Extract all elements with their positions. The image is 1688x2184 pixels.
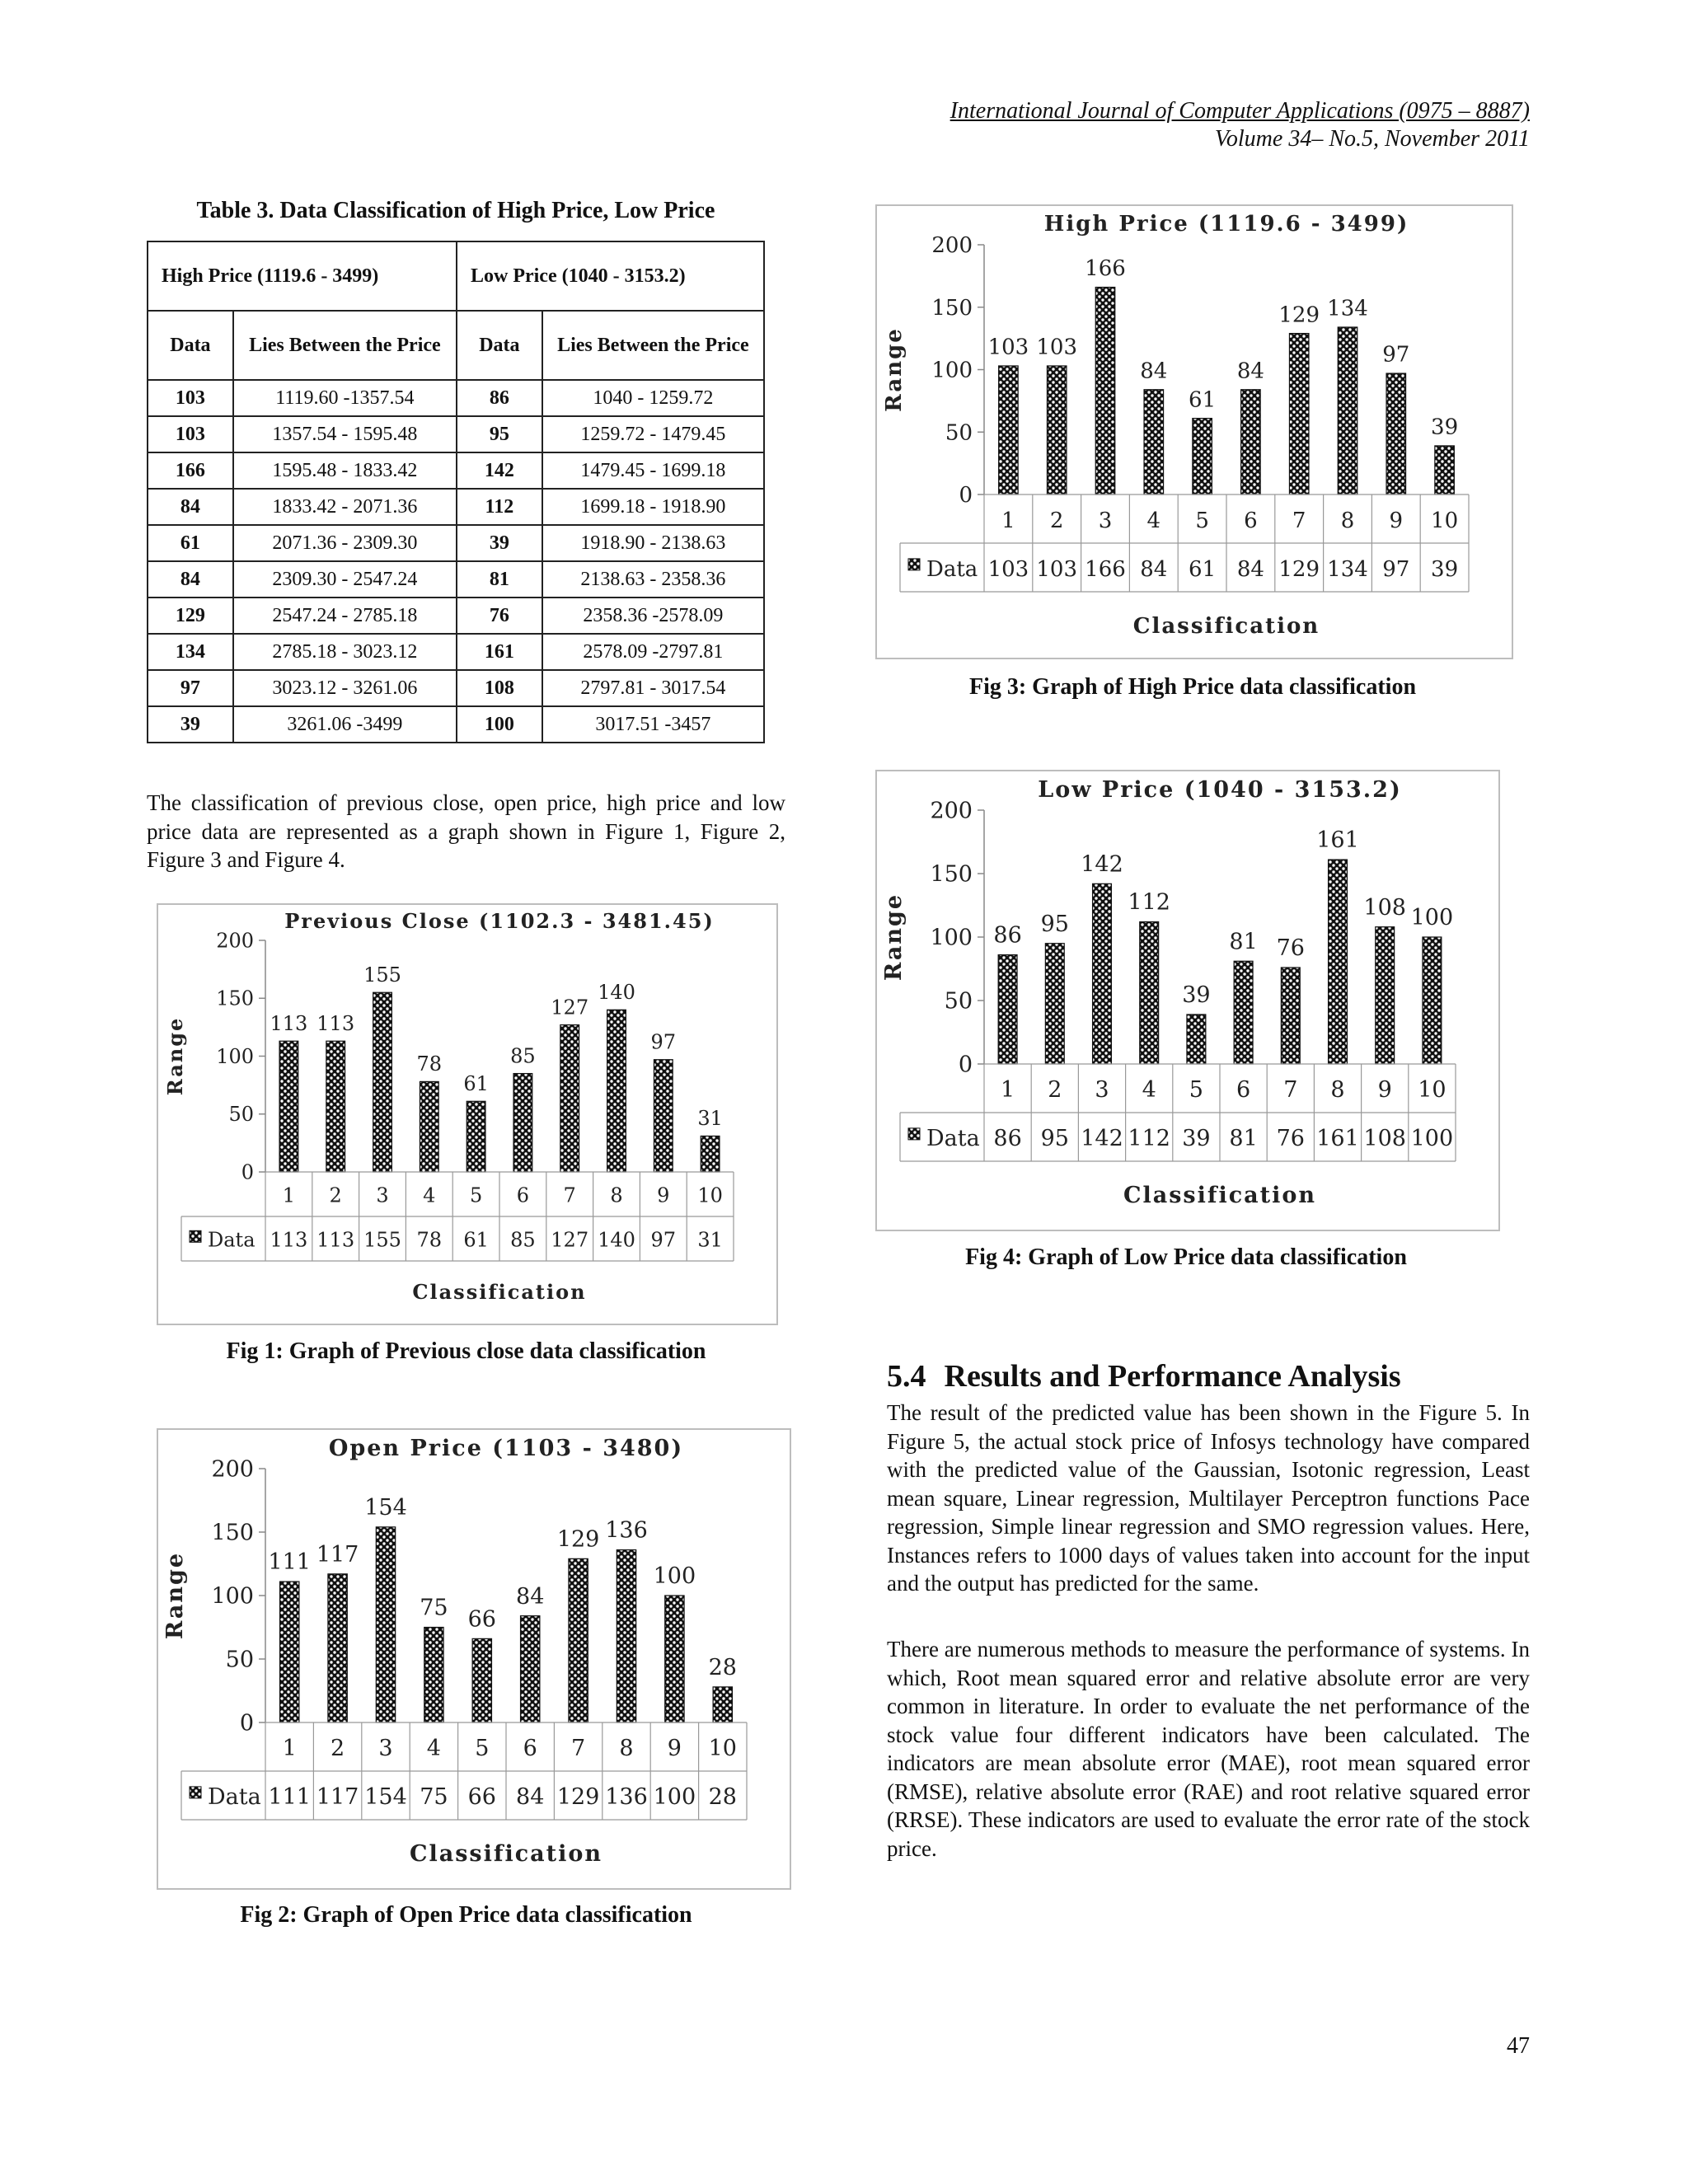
cell-high-range: 1833.42 - 2071.36 (233, 489, 457, 525)
data-label: 103 (987, 335, 1029, 360)
table-column-header (148, 311, 764, 380)
legend-key (908, 1128, 920, 1140)
col-high-range: Lies Between the Price (233, 311, 457, 380)
bar (1338, 327, 1357, 494)
table-row (148, 416, 764, 452)
table-value: 127 (551, 1228, 589, 1252)
cell-high-range: 1357.54 - 1595.48 (233, 416, 457, 452)
table-value: 61 (463, 1228, 489, 1252)
category-label: 1 (282, 1183, 296, 1207)
cell-low-range: 1918.90 - 2138.63 (542, 525, 764, 561)
category-label: 3 (378, 1736, 393, 1762)
cell-low-range: 2797.81 - 3017.54 (542, 670, 764, 706)
table-value: 103 (1036, 557, 1078, 583)
cell-low-data: 161 (457, 634, 542, 670)
cell-low-data: 39 (457, 525, 542, 561)
data-label: 86 (993, 922, 1022, 949)
section-number: 5.4 (887, 1359, 926, 1394)
table-value: 117 (316, 1784, 359, 1811)
x-axis-label: Classification (1132, 614, 1320, 640)
y-tick-label: 50 (944, 988, 973, 1015)
cell-low-data: 95 (457, 416, 542, 452)
cell-low-data: 142 (457, 452, 542, 489)
category-label: 4 (1146, 509, 1161, 534)
bar (521, 1616, 540, 1722)
table-value: 108 (1363, 1126, 1406, 1152)
data-label: 129 (556, 1526, 600, 1553)
table-row (148, 380, 764, 416)
bar (472, 1638, 491, 1722)
table-value: 84 (516, 1784, 545, 1811)
table-value: 39 (1431, 557, 1459, 583)
table-value: 161 (1316, 1126, 1359, 1152)
section-title: Results and Performance Analysis (944, 1359, 1401, 1394)
legend-key (190, 1230, 201, 1242)
journal-header (950, 97, 1530, 153)
category-label: 8 (619, 1736, 634, 1762)
y-tick-label: 50 (228, 1103, 254, 1127)
legend-key (908, 559, 920, 570)
category-label: 7 (1292, 509, 1306, 534)
data-label: 103 (1036, 335, 1078, 360)
bar (569, 1558, 588, 1722)
data-label: 161 (1316, 827, 1359, 854)
results-paragraph-1: The result of the predicted value has been shown in the Figure 5. In Figure 5, the actual stock price of Infosys technology have compared with the predicted value of the Gaussian, Isotonic regression, Least mean square, Linear regression, Multilayer Perceptron functions Pace regression, Simple linear regression and SMO regression values. Here, Instances refers to 1000 days of values taken into account for the input and the output has predicted for the same. (887, 1400, 1530, 1596)
category-label: 5 (469, 1183, 483, 1207)
y-axis-label: Range (882, 327, 907, 412)
col-low-data: Data (457, 311, 542, 380)
category-label: 4 (426, 1736, 441, 1762)
table-value: 100 (653, 1784, 696, 1811)
data-label: 154 (364, 1494, 407, 1521)
table-value: 61 (1189, 557, 1217, 583)
y-tick-label: 0 (959, 483, 973, 509)
data-label: 76 (1276, 935, 1305, 962)
category-label: 9 (667, 1736, 682, 1762)
data-label: 95 (1040, 911, 1069, 937)
data-label: 129 (1278, 302, 1320, 328)
chart-svg (877, 206, 1512, 658)
y-tick-label: 150 (211, 1520, 254, 1546)
bar (560, 1025, 579, 1172)
table-row (148, 706, 764, 743)
table-value: 113 (270, 1228, 308, 1252)
cell-low-data: 112 (457, 489, 542, 525)
chart-title: Open Price (1103 - 3480) (328, 1436, 684, 1461)
cell-low-range: 2578.09 -2797.81 (542, 634, 764, 670)
cell-high-range: 2309.30 - 2547.24 (233, 561, 457, 598)
category-label: 10 (708, 1736, 737, 1762)
chart-svg (158, 905, 776, 1324)
data-label: 140 (598, 981, 635, 1005)
col-low-range: Lies Between the Price (542, 311, 764, 380)
chart-title: High Price (1119.6 - 3499) (1043, 212, 1409, 237)
cell-high-data: 134 (148, 634, 233, 670)
category-label: 7 (563, 1183, 576, 1207)
cell-high-data: 97 (148, 670, 233, 706)
table-value: 129 (556, 1784, 600, 1811)
table-title: Table 3. Data Classification of High Price, Low Price (196, 198, 715, 223)
data-label: 28 (708, 1655, 737, 1681)
cell-high-range: 2785.18 - 3023.12 (233, 634, 457, 670)
data-label: 155 (363, 963, 401, 987)
category-label: 4 (423, 1183, 436, 1207)
y-tick-label: 200 (930, 798, 973, 824)
cell-high-range: 3023.12 - 3261.06 (233, 670, 457, 706)
table-value: 31 (697, 1228, 723, 1252)
cell-high-range: 2071.36 - 2309.30 (233, 525, 457, 561)
y-tick-label: 0 (239, 1710, 254, 1736)
bar (1095, 288, 1115, 494)
cell-high-range: 3261.06 -3499 (233, 706, 457, 743)
y-tick-label: 200 (216, 929, 254, 953)
category-label: 3 (1095, 1077, 1109, 1104)
y-tick-label: 150 (930, 861, 973, 888)
table-value: 97 (1382, 557, 1410, 583)
table-row (148, 634, 764, 670)
table-value: 28 (708, 1784, 737, 1811)
y-tick-label: 0 (241, 1160, 254, 1184)
table-value: 66 (467, 1784, 496, 1811)
category-label: 2 (331, 1736, 345, 1762)
y-tick-label: 100 (930, 925, 973, 951)
bar (326, 1041, 345, 1172)
cell-high-data: 166 (148, 452, 233, 489)
table-value: 81 (1229, 1126, 1258, 1152)
legend-label: Data (926, 1126, 980, 1152)
data-label: 113 (270, 1012, 308, 1036)
cell-low-data: 108 (457, 670, 542, 706)
data-label: 61 (463, 1072, 489, 1096)
bar (513, 1074, 532, 1172)
data-label: 117 (316, 1541, 359, 1568)
table-value: 78 (416, 1228, 443, 1252)
category-label: 1 (282, 1736, 297, 1762)
data-label: 84 (516, 1583, 545, 1610)
category-label: 2 (329, 1183, 342, 1207)
category-label: 6 (1236, 1077, 1251, 1104)
chart-svg (877, 771, 1498, 1230)
category-label: 3 (1098, 509, 1113, 534)
page-number: 47 (1507, 2033, 1530, 2059)
x-axis-label: Classification (1123, 1183, 1317, 1209)
legend-label: Data (208, 1228, 256, 1252)
category-label: 1 (1001, 509, 1015, 534)
y-tick-label: 150 (931, 295, 973, 321)
category-label: 8 (1330, 1077, 1345, 1104)
data-label: 142 (1081, 851, 1123, 878)
chart-low-price (875, 770, 1500, 1231)
data-label: 127 (551, 996, 589, 1019)
table-row (148, 598, 764, 634)
data-label: 39 (1182, 982, 1211, 1009)
bar (1193, 419, 1212, 494)
bar (1234, 961, 1253, 1064)
cell-high-range: 2547.24 - 2785.18 (233, 598, 457, 634)
bar (420, 1081, 438, 1172)
cell-high-data: 129 (148, 598, 233, 634)
category-label: 7 (1283, 1077, 1298, 1104)
y-tick-label: 100 (216, 1044, 254, 1068)
table-row (148, 525, 764, 561)
category-label: 8 (610, 1183, 623, 1207)
table-row (148, 489, 764, 525)
table-value: 136 (605, 1784, 648, 1811)
category-label: 9 (657, 1183, 670, 1207)
bar (1140, 922, 1159, 1064)
cell-high-data: 84 (148, 489, 233, 525)
category-label: 9 (1389, 509, 1404, 534)
cell-low-range: 3017.51 -3457 (542, 706, 764, 743)
bar (1423, 937, 1442, 1064)
data-label: 113 (316, 1012, 355, 1036)
bar (1289, 334, 1309, 494)
category-label: 3 (376, 1183, 389, 1207)
table-value: 142 (1081, 1126, 1123, 1152)
y-tick-label: 150 (216, 987, 254, 1010)
data-label: 61 (1189, 387, 1217, 413)
bar (998, 955, 1017, 1064)
bar (999, 366, 1019, 494)
category-label: 10 (1431, 509, 1459, 534)
data-label: 84 (1140, 359, 1168, 384)
journal-name: International Journal of Computer Applications (0975 – 8887) (950, 98, 1530, 124)
table-value: 95 (1040, 1126, 1069, 1152)
y-tick-label: 50 (945, 420, 973, 446)
chart-previous-close (157, 903, 778, 1325)
cell-low-range: 2138.63 - 2358.36 (542, 561, 764, 598)
group-low-price: Low Price (1040 - 3153.2) (457, 241, 764, 311)
bar (654, 1060, 673, 1172)
data-label: 81 (1229, 929, 1258, 955)
data-label: 111 (268, 1549, 311, 1576)
data-label: 84 (1236, 359, 1264, 384)
data-label: 78 (416, 1052, 443, 1076)
cell-low-range: 1040 - 1259.72 (542, 380, 764, 416)
cell-high-data: 103 (148, 416, 233, 452)
cell-low-data: 86 (457, 380, 542, 416)
table-value: 85 (510, 1228, 536, 1252)
group-high-price: High Price (1119.6 - 3499) (148, 241, 457, 311)
table-value: 103 (987, 557, 1029, 583)
table-value: 166 (1085, 557, 1126, 583)
cell-high-data: 39 (148, 706, 233, 743)
y-axis-label: Range (881, 893, 907, 982)
bar (1187, 1015, 1206, 1064)
data-label: 85 (510, 1044, 536, 1068)
bar (617, 1550, 635, 1722)
table-value: 112 (1128, 1126, 1170, 1152)
bar (1376, 927, 1395, 1064)
table-value: 84 (1236, 557, 1264, 583)
chart-svg (158, 1430, 790, 1888)
category-label: 6 (523, 1736, 537, 1762)
data-label: 31 (697, 1107, 723, 1131)
y-tick-label: 200 (211, 1456, 254, 1483)
category-label: 5 (475, 1736, 490, 1762)
legend-label: Data (926, 557, 978, 583)
x-axis-label: Classification (412, 1279, 587, 1304)
bar (607, 1010, 626, 1172)
data-label: 75 (420, 1595, 448, 1621)
category-label: 2 (1048, 1077, 1062, 1104)
category-label: 9 (1377, 1077, 1392, 1104)
table-body (148, 380, 764, 743)
table-value: 140 (598, 1228, 635, 1252)
caption-fig2: Fig 2: Graph of Open Price data classification (240, 1902, 692, 1928)
classification-table (147, 241, 765, 743)
cell-high-data: 84 (148, 561, 233, 598)
table-value: 154 (364, 1784, 407, 1811)
category-label: 2 (1049, 509, 1064, 534)
table-value: 100 (1410, 1126, 1454, 1152)
table-row (148, 452, 764, 489)
data-label: 136 (605, 1517, 648, 1544)
bar (713, 1687, 732, 1722)
bar (665, 1596, 684, 1722)
y-tick-label: 100 (211, 1583, 254, 1610)
data-label: 166 (1085, 256, 1126, 282)
bar (279, 1041, 298, 1172)
category-label: 5 (1189, 1077, 1203, 1104)
caption-fig1: Fig 1: Graph of Previous close data classification (226, 1338, 706, 1364)
chart-title: Low Price (1040 - 3153.2) (1038, 777, 1402, 803)
cell-high-range: 1119.60 -1357.54 (233, 380, 457, 416)
chart-high-price (875, 204, 1513, 659)
cell-low-range: 1699.18 - 1918.90 (542, 489, 764, 525)
journal-volume: Volume 34– No.5, November 2011 (1214, 126, 1530, 152)
bar (328, 1574, 347, 1722)
data-label: 100 (653, 1563, 696, 1590)
category-label: 7 (571, 1736, 586, 1762)
category-label: 6 (1244, 509, 1258, 534)
data-label: 134 (1327, 296, 1368, 321)
table-row (148, 561, 764, 598)
bar (424, 1628, 443, 1723)
table-value: 155 (363, 1228, 401, 1252)
legend-key (190, 1787, 201, 1798)
bar (467, 1101, 485, 1172)
cell-low-data: 81 (457, 561, 542, 598)
bar (1435, 446, 1455, 494)
bar (1281, 968, 1300, 1064)
table-value: 86 (993, 1126, 1022, 1152)
bar (280, 1582, 299, 1722)
cell-low-range: 2358.36 -2578.09 (542, 598, 764, 634)
table-value: 113 (316, 1228, 355, 1252)
intro-paragraph: The classification of previous close, open price, high price and low price data are represented as a graph shown in Figure 1, Figure 2, Figure 3 and Figure 4. (147, 790, 785, 872)
bar (1047, 366, 1067, 494)
category-label: 1 (1001, 1077, 1015, 1104)
table-value: 75 (420, 1784, 448, 1811)
table-value: 84 (1140, 557, 1168, 583)
caption-fig4: Fig 4: Graph of Low Price data classification (965, 1244, 1407, 1270)
cell-low-data: 76 (457, 598, 542, 634)
bar (376, 1527, 395, 1722)
table-value: 76 (1276, 1126, 1305, 1152)
table-row (148, 670, 764, 706)
chart-open-price (157, 1428, 791, 1890)
table-value: 111 (268, 1784, 311, 1811)
y-tick-label: 200 (931, 233, 973, 259)
col-high-data: Data (148, 311, 233, 380)
cell-high-data: 103 (148, 380, 233, 416)
table-value: 97 (650, 1228, 677, 1252)
bar (373, 992, 392, 1172)
bar (1045, 944, 1064, 1064)
table-group-header (148, 241, 764, 311)
category-label: 4 (1142, 1077, 1156, 1104)
data-label: 66 (467, 1606, 496, 1633)
bar (1093, 883, 1112, 1064)
y-tick-label: 0 (958, 1052, 973, 1078)
data-label: 100 (1410, 905, 1454, 931)
chart-title: Previous Close (1102.3 - 3481.45) (284, 909, 715, 933)
category-label: 10 (697, 1183, 723, 1207)
y-axis-label: Range (162, 1551, 188, 1640)
legend-label: Data (208, 1784, 261, 1811)
category-label: 5 (1195, 509, 1209, 534)
data-label: 39 (1431, 415, 1459, 440)
section-heading (887, 1358, 1530, 1394)
bar (1144, 390, 1164, 494)
category-label: 8 (1340, 509, 1355, 534)
cell-high-data: 61 (148, 525, 233, 561)
y-tick-label: 100 (931, 358, 973, 383)
data-label: 108 (1363, 894, 1406, 921)
cell-low-data: 100 (457, 706, 542, 743)
data-label: 97 (650, 1030, 677, 1054)
cell-low-range: 1259.72 - 1479.45 (542, 416, 764, 452)
bar (1386, 373, 1406, 494)
cell-low-range: 1479.45 - 1699.18 (542, 452, 764, 489)
y-tick-label: 50 (225, 1647, 254, 1673)
cell-high-range: 1595.48 - 1833.42 (233, 452, 457, 489)
table-value: 129 (1278, 557, 1320, 583)
bar (701, 1136, 720, 1172)
x-axis-label: Classification (409, 1841, 603, 1868)
category-label: 10 (1418, 1077, 1447, 1104)
data-label: 97 (1382, 342, 1410, 368)
y-axis-label: Range (163, 1016, 187, 1096)
caption-fig3: Fig 3: Graph of High Price data classification (968, 674, 1417, 700)
table-value: 134 (1327, 557, 1368, 583)
table-value: 39 (1182, 1126, 1211, 1152)
bar (1241, 390, 1261, 494)
bar (1329, 860, 1348, 1064)
category-label: 6 (516, 1183, 530, 1207)
data-label: 112 (1128, 889, 1170, 916)
results-paragraph-2: There are numerous methods to measure the performance of systems. In which, Root mean squared error and relative absolute error are very common in literature. In order to evaluate the net performance of the stock value four different indicators have been calculated. The indicators are mean absolute error (MAE), root mean squared error (RMSE), relative absolute error (RAE) and root relative squared error (RRSE). These indicators are used to evaluate the error rate of the stock price. (887, 1637, 1530, 1861)
